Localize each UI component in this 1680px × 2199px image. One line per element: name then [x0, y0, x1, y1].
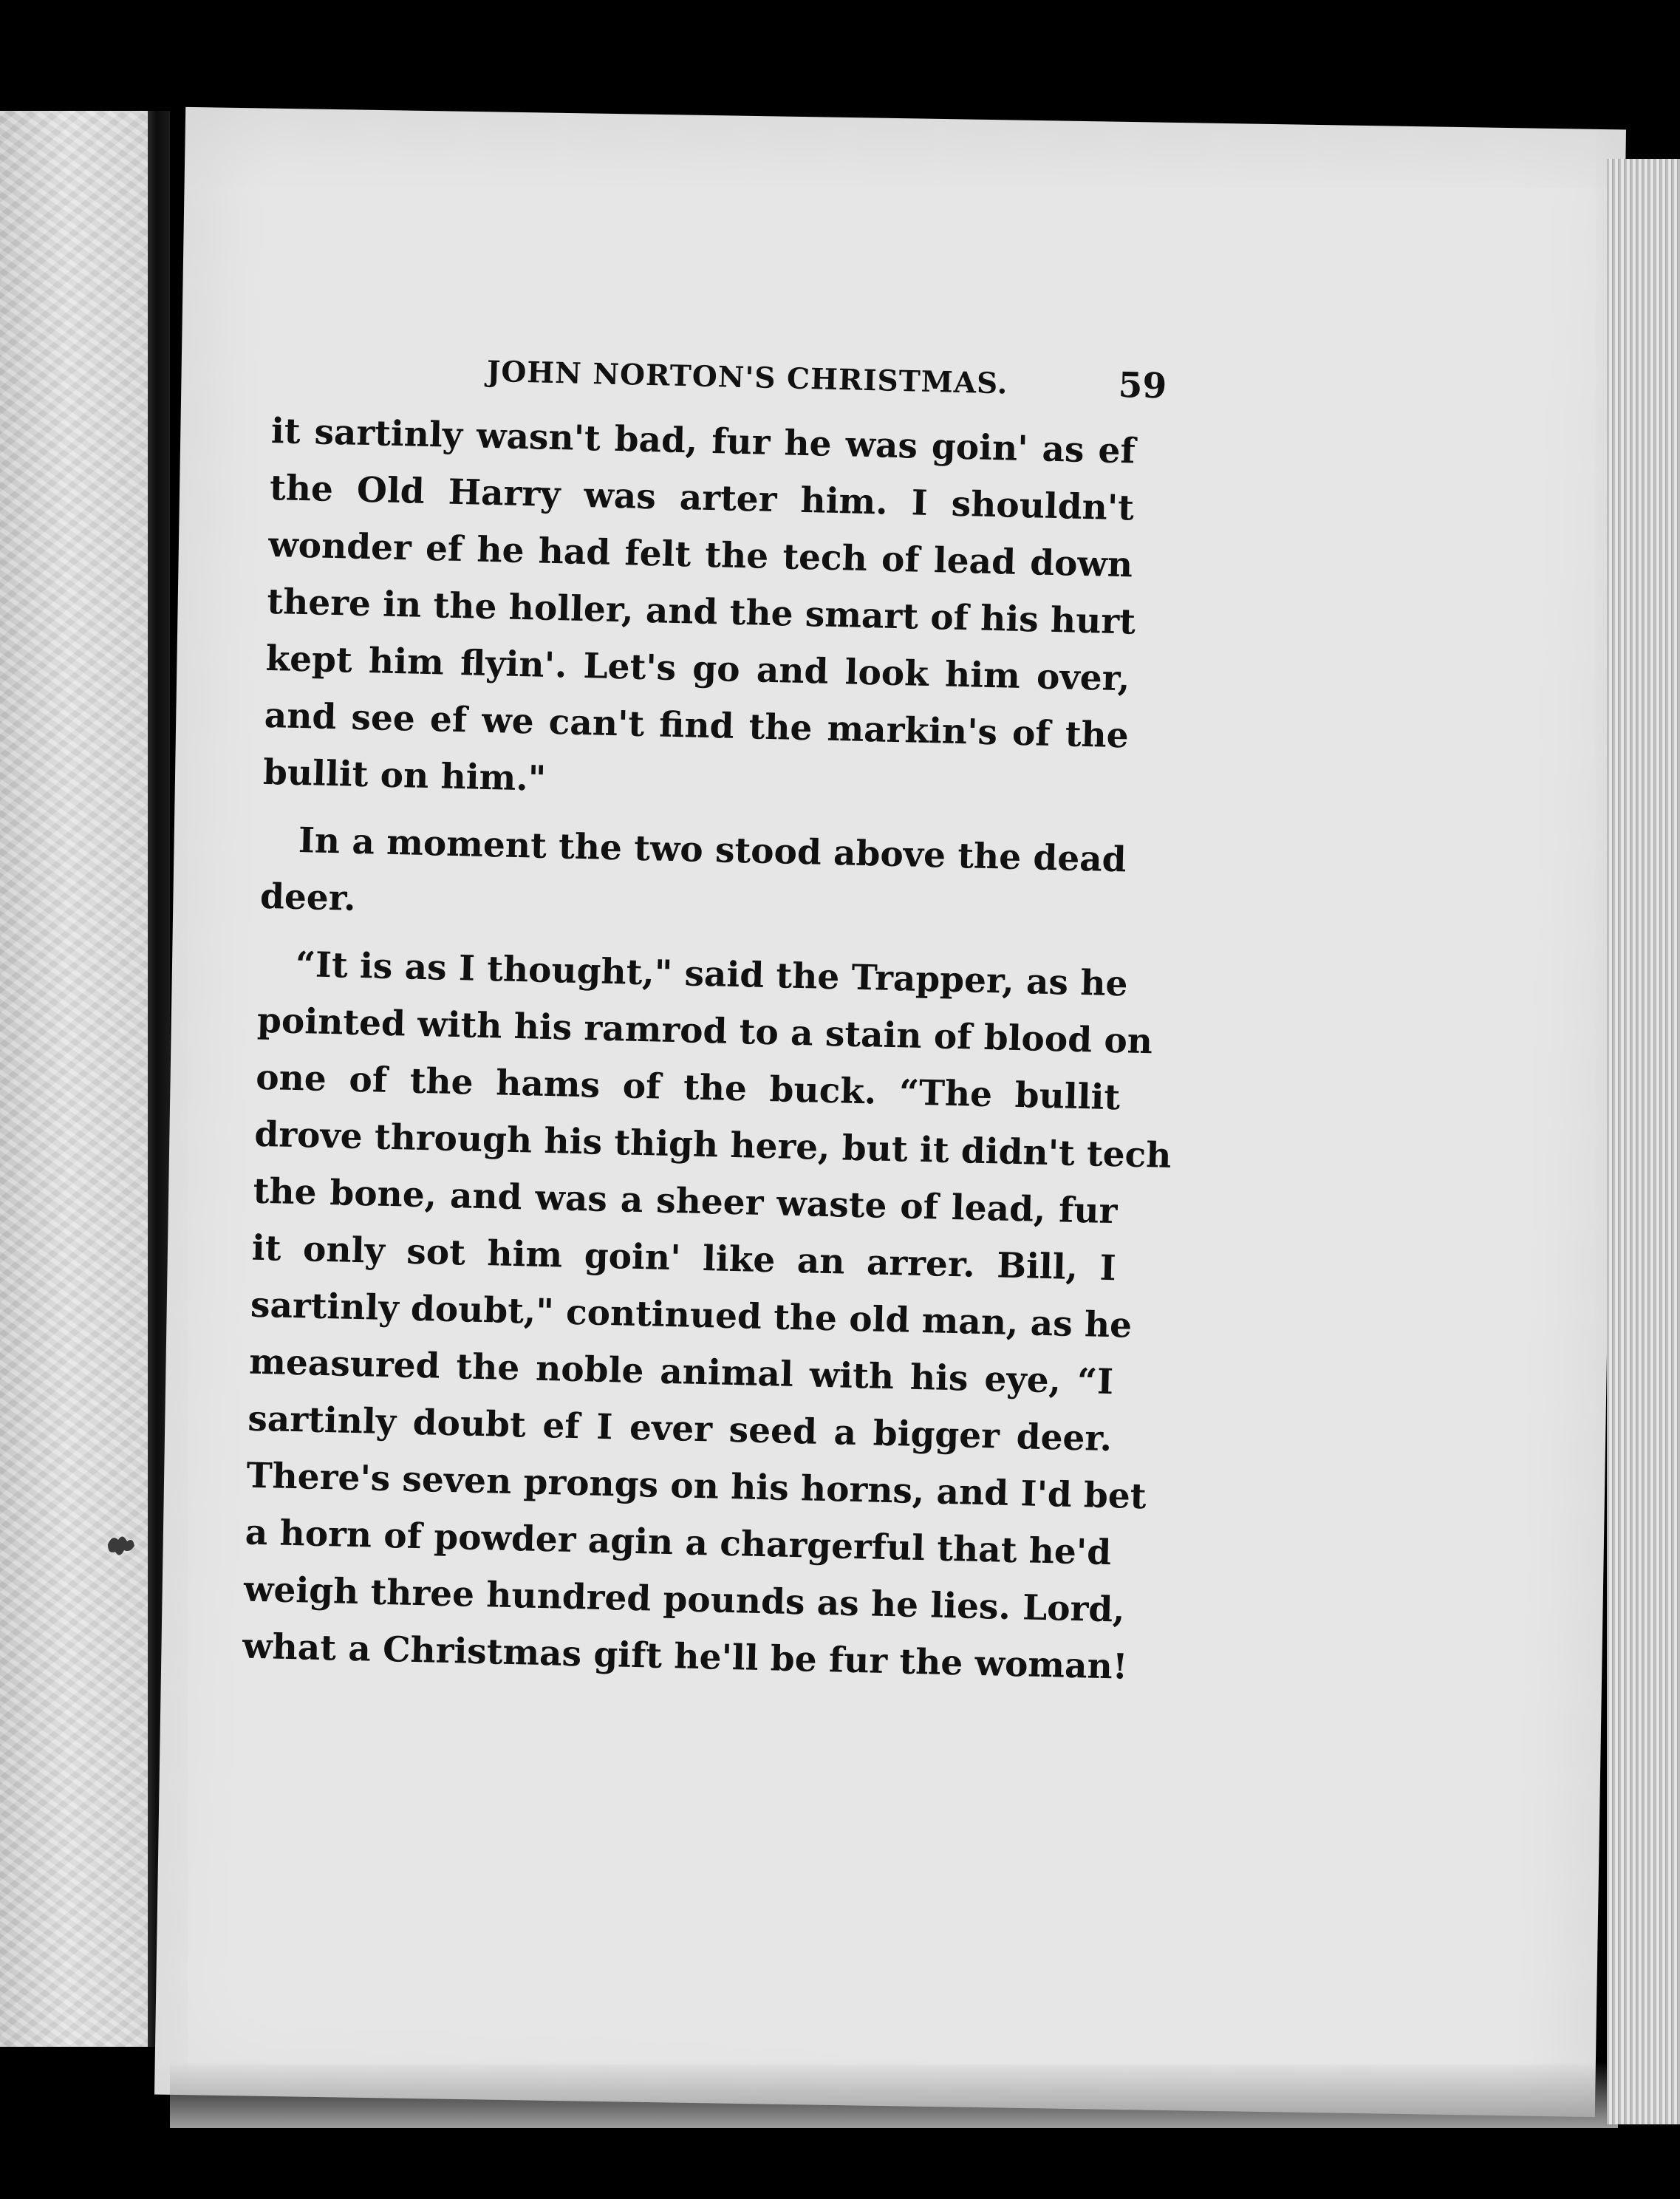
text-line: it only sot him goin' like an arrer. Bill, I [251, 1227, 1117, 1289]
text-line: the bone, and was a sheer waste of lead, fur [253, 1170, 1119, 1233]
text-line: what a Christmas gift he'll be fur the woman! [242, 1626, 1129, 1688]
text-line: There's seven prongs on his horns, and I'd bet [246, 1455, 1147, 1518]
paragraph-continued [262, 403, 1158, 822]
text-line: a horn of powder agin a chargerful that he'd [245, 1512, 1112, 1574]
text-line: kept him flyin'. Let's go and look him over, [265, 638, 1131, 700]
text-line: it sartinly wasn't bad, fur he was goin' as ef [270, 410, 1136, 472]
text-line: sartinly doubt," continued the old man, as he [250, 1284, 1133, 1346]
text-line: bullit on him." [262, 751, 547, 800]
page-number: 59 [1118, 364, 1167, 407]
text-line: deer. [259, 876, 357, 919]
page-bottom-shadow [170, 2062, 1618, 2128]
text-line: there in the holler, and the smart of his hurt [266, 581, 1136, 643]
text-line: weigh three hundred pounds as he lies. Lord, [243, 1569, 1126, 1631]
running-title: JOHN NORTON'S CHRISTMAS. [486, 354, 1008, 401]
page-text-block [242, 336, 1172, 1696]
paragraph [259, 811, 1148, 946]
text-line: sartinly doubt ef I ever seed a bigger deer. [247, 1398, 1113, 1460]
text-line: In a moment the two stood above the dead [298, 819, 1127, 881]
text-line: and see ef we can't find the markin's of the [264, 695, 1130, 757]
text-line: pointed with his ramrod to a stain of blood on [256, 1000, 1153, 1063]
text-line: wonder ef he had felt the tech of lead down [267, 524, 1133, 586]
text-line: measured the noble animal with his eye, “I [248, 1341, 1114, 1403]
text-line: one of the hams of the buck. “The bullit [255, 1057, 1121, 1119]
left-facing-page [0, 111, 148, 2047]
text-line: the Old Harry was arter him. I shouldn't [269, 467, 1135, 529]
text-line: drove through his thigh here, but it didn't tech [253, 1114, 1172, 1176]
paragraph [242, 935, 1172, 1696]
text-line: “It is as I thought," said the Trapper, as he [295, 944, 1129, 1005]
page-stack-edge [1607, 159, 1680, 2124]
margin-speck-mark [102, 1522, 143, 1566]
